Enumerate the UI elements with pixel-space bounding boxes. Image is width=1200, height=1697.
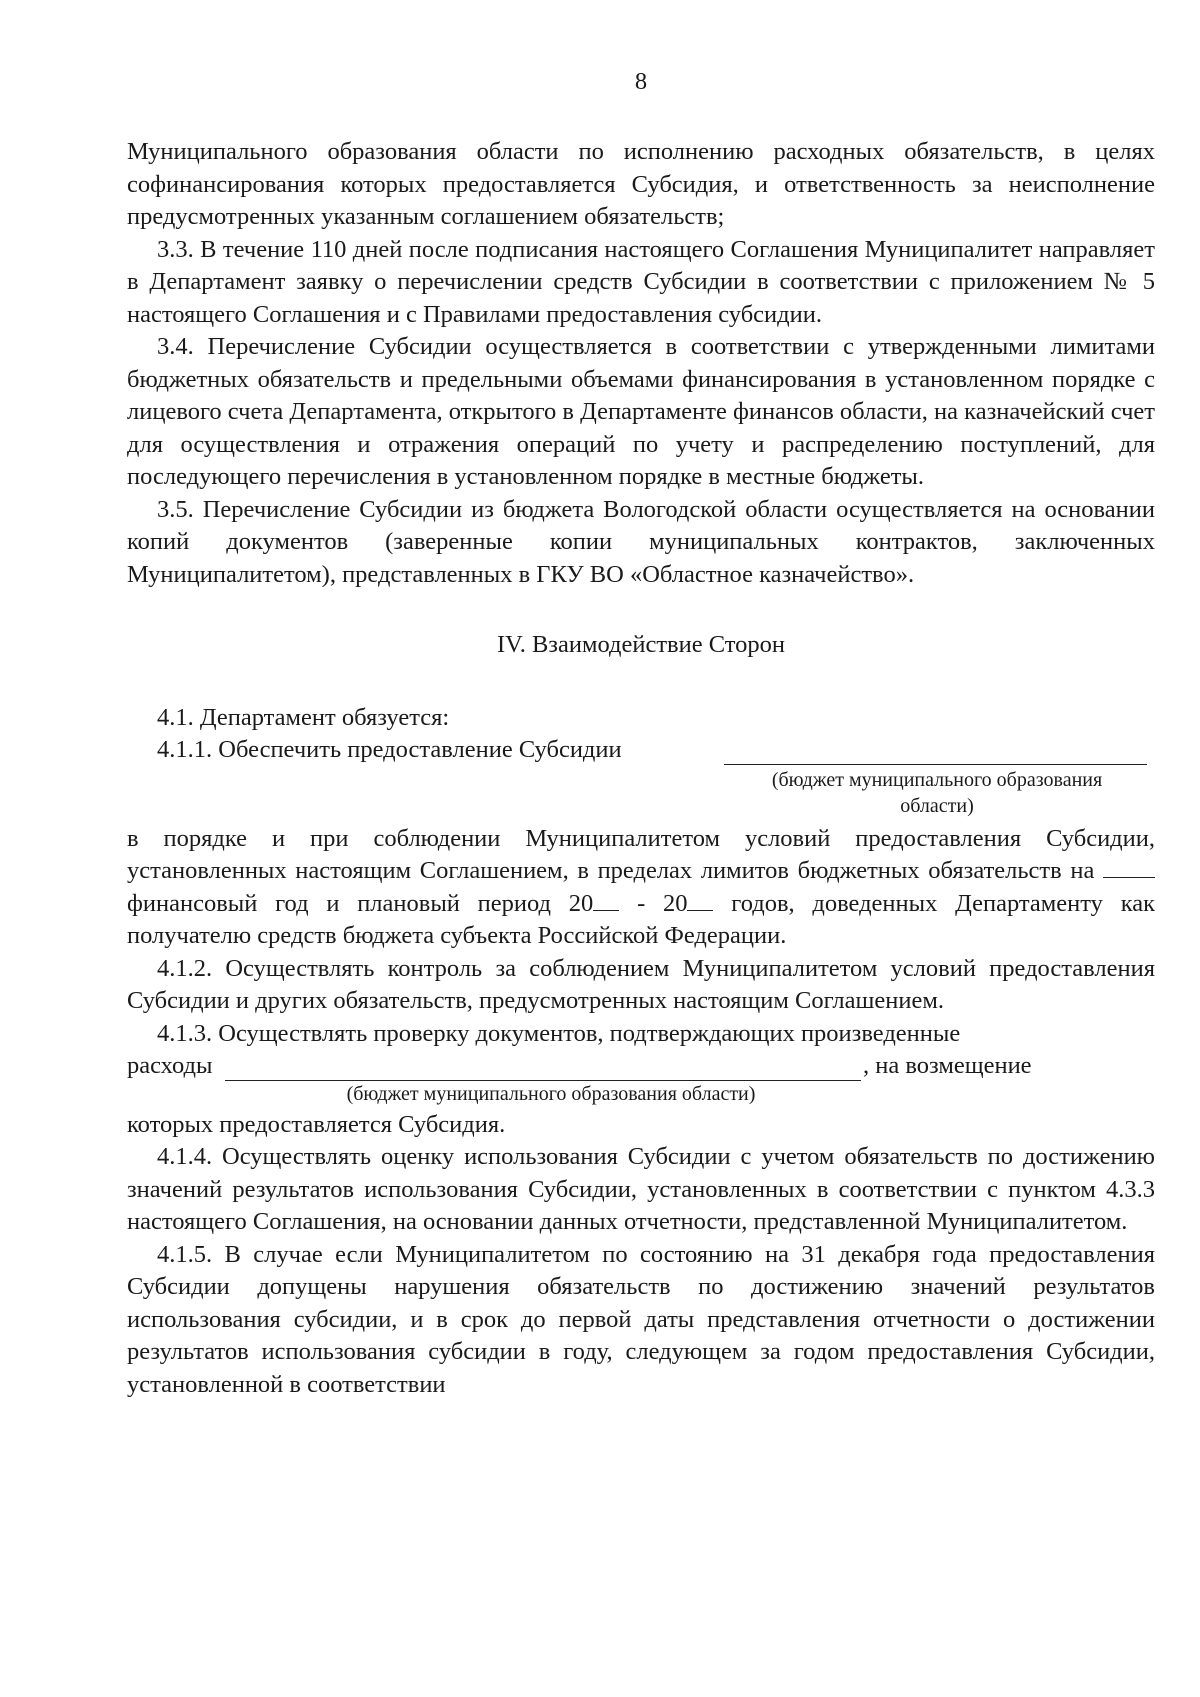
paragraph-4-1-3-tail: , на возмещение: [863, 1052, 1032, 1079]
paragraph-3-4: 3.4. Перечисление Субсидии осуществляется в соответствии с утвержденными лимитами бюджетных обязательств и предельными объемами финансирования в установленном порядке с лицевого счета Департамента, открытого в Департаменте финансов области, на казначейский счет для осуществления и отражения операций по учету и распределению поступлений, для последующего перечисления в установленном порядке в местные бюджеты.: [127, 333, 1155, 490]
fill-in-blank-year-end: [687, 888, 713, 911]
section-heading: IV. Взаимодействие Сторон: [497, 631, 785, 658]
paragraph-4-1-1-text-c: - 20: [637, 889, 688, 917]
blank-caption-budget: (бюджет муниципального образования области): [771, 768, 1103, 817]
fill-in-blank-expenses: [225, 1056, 861, 1081]
fill-in-blank-year: [1103, 855, 1155, 878]
paragraph-4-1: 4.1. Департамент обязуется:: [157, 703, 450, 731]
paragraph-4-1-5: 4.1.5. В случае если Муниципалитетом по состоянию на 31 декабря года предоставления Субсидии допущены нарушения обязательств по достижению значений результатов использования субсидии, и в срок до первой даты представления отчетности о достижении результатов использования субсидии в году, следующем за годом предоставления Субсидии, установленной в соответствии: [127, 1240, 1155, 1398]
paragraph-4-1-3-blank-row: [127, 1050, 1155, 1083]
fill-in-blank-budget: [724, 740, 1147, 765]
paragraph-4-1-3-word: расходы: [127, 1052, 213, 1079]
paragraph-3-3: 3.3. В течение 110 дней после подписания настоящего Соглашения Муниципалитет направляет в Департамент заявку о перечислении средств Субсидии в соответствии с приложением № 5 настоящего Соглашения и с Правилами предоставления субсидии.: [127, 235, 1155, 328]
paragraph-4-1-3-end: которых предоставляется Субсидия.: [127, 1110, 506, 1138]
paragraph-4-1-3-lead: 4.1.3. Осуществлять проверку документов, подтверждающих произведенные: [157, 1019, 961, 1047]
paragraph-4-1-1-lead-row: [127, 734, 1155, 767]
page-number: 8: [634, 68, 648, 95]
paragraph-4-1-1-text-a: в порядке и при соблюдении Муниципалитетом условий предоставления Субсидии, установленных настоящим Соглашением, в пределах лимитов бюджетных обязательств на: [127, 824, 1155, 884]
paragraph-4-1-1-text-d: годов, доведенных Департаменту как получателю средств бюджета субъекта Российской Федерации.: [127, 889, 1156, 949]
fill-in-blank-year-start: [593, 888, 619, 911]
paragraph-4-1-1-text-b: финансовый год и плановый период 20: [127, 889, 594, 917]
paragraph-4-1-4: 4.1.4. Осуществлять оценку использования Субсидии с учетом обязательств по достижению значений результатов использования Субсидии, установленных в соответствии с пунктом 4.3.3 настоящего Соглашения, на основании данных отчетности, представленной Муниципалитетом.: [127, 1143, 1155, 1235]
paragraph-4-1-1-body: [127, 823, 1155, 953]
paragraph-continuation: Муниципального образования области по исполнению расходных обязательств, в целях софинансирования которых предоставляется Субсидия, и ответственность за неисполнение предусмотренных указанным соглашением обязательств;: [127, 138, 1155, 230]
paragraph-3-5: 3.5. Перечисление Субсидии из бюджета Вологодской области осуществляется на основании копий документов (заверенные копии муниципальных контрактов, заключенных Муниципалитетом), представленных в ГКУ ВО «Областное казначейство».: [127, 495, 1155, 588]
paragraph-4-1-1-lead: 4.1.1. Обеспечить предоставление Субсидии: [157, 736, 622, 763]
document-page: [127, 66, 1155, 1401]
paragraph-4-1-2: 4.1.2. Осуществлять контроль за соблюдением Муниципалитетом условий предоставления Субсидии и других обязательств, предусмотренных настоящим Соглашением.: [127, 954, 1155, 1014]
blank-caption-expenses: (бюджет муниципального образования области): [346, 1082, 756, 1105]
